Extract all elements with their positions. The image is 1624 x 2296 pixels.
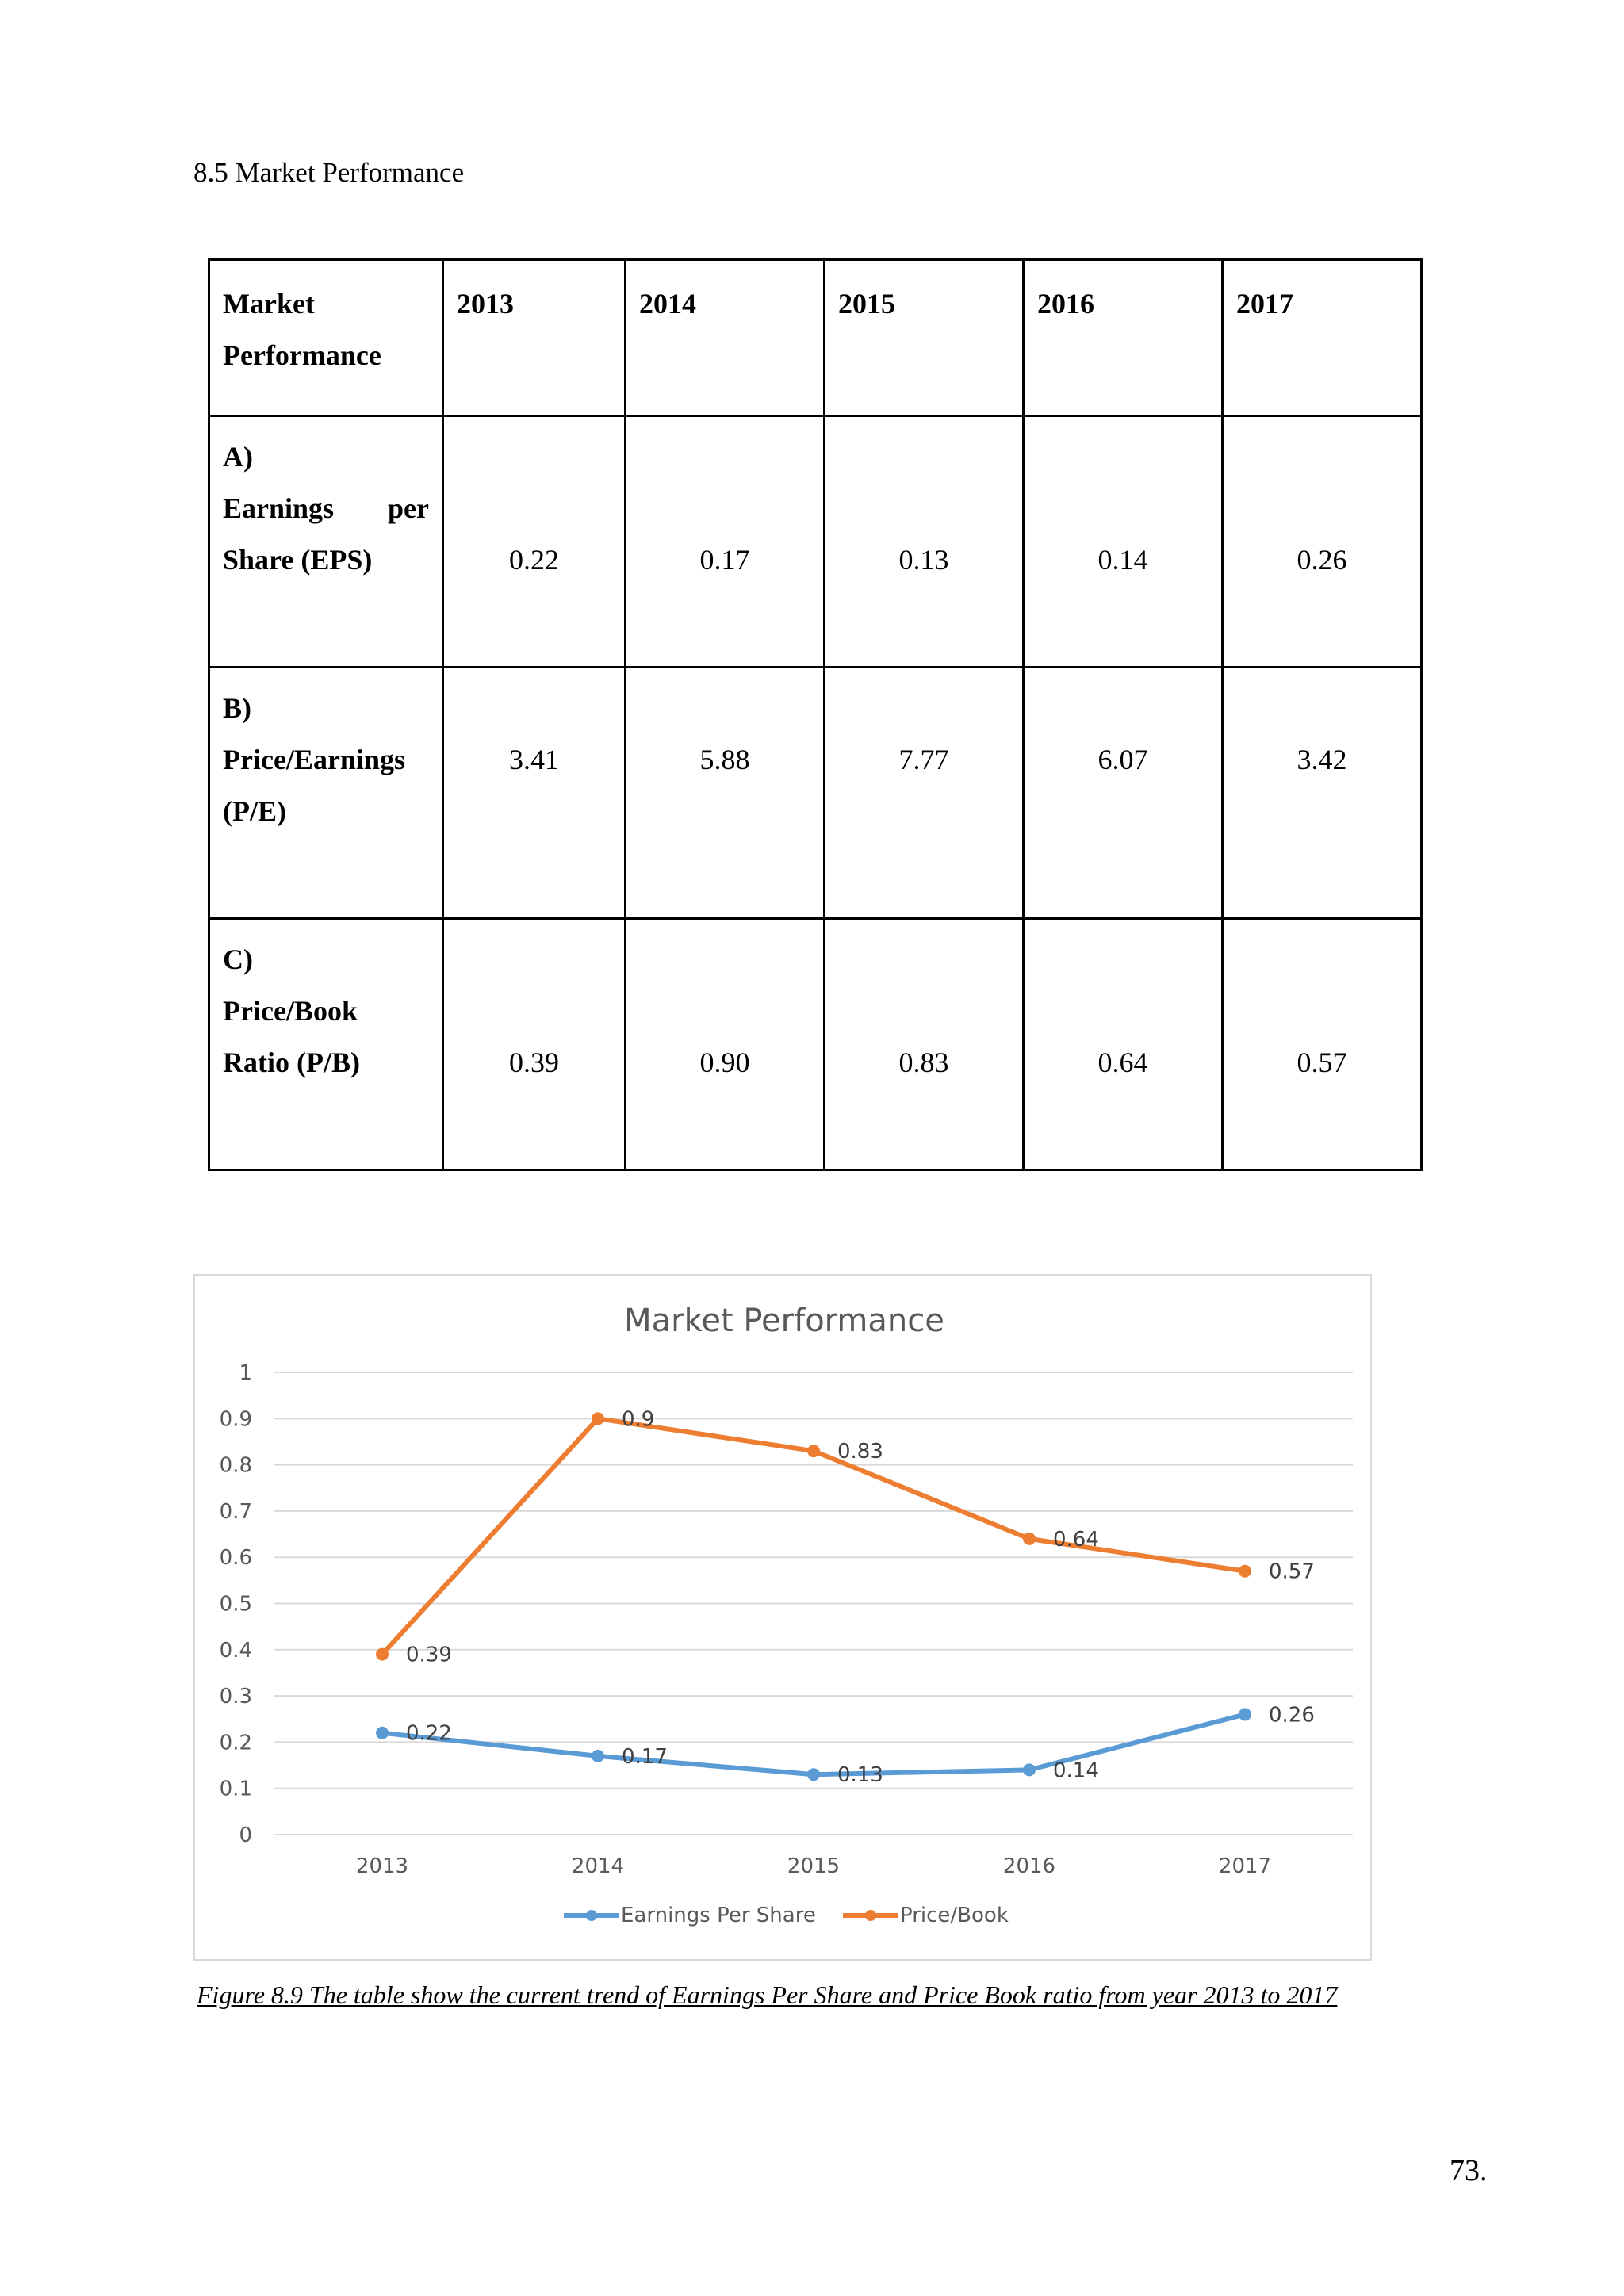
- data-label: 0.9: [622, 1407, 655, 1432]
- data-label: 0.13: [837, 1763, 883, 1788]
- cell-value: 0.14: [1097, 544, 1148, 576]
- header-label-cell: [209, 260, 443, 416]
- chart-title: Market Performance: [624, 1303, 944, 1339]
- cell-value: 0.13: [898, 544, 949, 576]
- row-label-line: C): [223, 943, 253, 975]
- y-tick-label: 0.2: [219, 1731, 252, 1755]
- y-tick-label: 0.7: [219, 1499, 252, 1524]
- data-point: [592, 1412, 604, 1425]
- row-label-cell: [209, 919, 443, 1170]
- row-label-line: Price/Book: [223, 995, 358, 1027]
- x-tick-label: 2017: [1218, 1854, 1272, 1878]
- header-label-line: Performance: [223, 339, 381, 371]
- cell-value: 3.42: [1297, 744, 1347, 775]
- value-cell: [1223, 919, 1422, 1170]
- x-tick-label: 2013: [355, 1854, 409, 1878]
- data-label: 0.64: [1053, 1527, 1099, 1552]
- data-label: 0.39: [406, 1643, 452, 1667]
- header-label-line: Market: [223, 288, 315, 320]
- table-row-eps: [209, 416, 1422, 668]
- cell-value: 0.64: [1097, 1047, 1148, 1078]
- data-point: [1023, 1763, 1036, 1776]
- cell-value: 0.17: [699, 544, 750, 576]
- data-point: [807, 1768, 820, 1781]
- header-year-cell: 2017: [1223, 260, 1422, 416]
- y-tick-label: 0.5: [219, 1592, 252, 1617]
- x-tick-label: 2015: [787, 1854, 841, 1878]
- value-cell: [825, 668, 1024, 919]
- cell-value: 0.57: [1297, 1047, 1347, 1078]
- row-label-word: Earnings: [223, 492, 335, 524]
- header-year-cell: 2016: [1024, 260, 1223, 416]
- table-row-pe: [209, 668, 1422, 919]
- series-line: [382, 1714, 1245, 1774]
- row-label-cell: [209, 416, 443, 668]
- data-point: [1023, 1533, 1036, 1545]
- y-tick-label: 1: [239, 1361, 252, 1385]
- cell-value: 7.77: [898, 744, 949, 775]
- data-point: [807, 1445, 820, 1457]
- data-label: 0.26: [1269, 1703, 1315, 1728]
- value-cell: [1024, 668, 1223, 919]
- header-year-cell: 2014: [626, 260, 825, 416]
- page-number: 73.: [1450, 2154, 1488, 2187]
- y-tick-label: 0.6: [219, 1546, 252, 1571]
- x-tick-label: 2014: [571, 1854, 625, 1878]
- row-label-line: Ratio (P/B): [223, 1047, 360, 1078]
- data-label: 0.83: [837, 1440, 883, 1464]
- y-tick-label: 0.4: [219, 1638, 252, 1663]
- row-label-word: per: [388, 492, 429, 524]
- data-point: [1239, 1565, 1251, 1578]
- cell-value: 0.83: [898, 1047, 949, 1078]
- legend-marker: [586, 1910, 597, 1921]
- cell-value: 3.41: [509, 744, 559, 775]
- y-tick-label: 0.1: [219, 1777, 252, 1801]
- data-point: [592, 1750, 604, 1762]
- y-tick-label: 0.3: [219, 1685, 252, 1709]
- x-tick-label: 2016: [1002, 1854, 1056, 1878]
- value-cell: [626, 668, 825, 919]
- legend-label: Earnings Per Share: [621, 1904, 816, 1927]
- data-label: 0.14: [1053, 1758, 1099, 1783]
- value-cell: [443, 416, 626, 668]
- data-point: [1239, 1708, 1251, 1720]
- value-cell: [443, 668, 626, 919]
- section-heading: 8.5 Market Performance: [193, 157, 465, 188]
- data-point: [376, 1648, 389, 1661]
- data-label: 0.17: [622, 1744, 668, 1769]
- data-point: [376, 1727, 389, 1739]
- row-label-line: B): [223, 692, 251, 724]
- value-cell: [1223, 668, 1422, 919]
- cell-value: 0.22: [509, 544, 559, 576]
- row-label-line: A): [223, 441, 253, 473]
- value-cell: [443, 919, 626, 1170]
- cell-value: 0.26: [1297, 544, 1347, 576]
- value-cell: [626, 416, 825, 668]
- header-year-cell: 2015: [825, 260, 1024, 416]
- legend-marker: [865, 1910, 876, 1921]
- cell-value: 0.39: [509, 1047, 559, 1078]
- line-chart-svg: [195, 1276, 1373, 1962]
- value-cell: [1024, 919, 1223, 1170]
- row-label-line: Price/Earnings: [223, 744, 405, 775]
- market-performance-chart: [193, 1274, 1372, 1961]
- row-label-line: [223, 483, 429, 534]
- row-label-line: Share (EPS): [223, 544, 373, 576]
- figure-caption: Figure 8.9 The table show the current trend of Earnings Per Share and Price Book ratio from year 2013 to 2017: [197, 1980, 1338, 2009]
- table-header-row: [209, 260, 1422, 416]
- value-cell: [1024, 416, 1223, 668]
- data-label: 0.22: [406, 1721, 452, 1746]
- table-row-pb: [209, 919, 1422, 1170]
- market-performance-table: [208, 258, 1423, 1171]
- value-cell: [825, 919, 1024, 1170]
- legend-label: Price/Book: [900, 1904, 1009, 1927]
- value-cell: [1223, 416, 1422, 668]
- value-cell: [626, 919, 825, 1170]
- row-label-line: (P/E): [223, 795, 286, 827]
- cell-value: 6.07: [1097, 744, 1148, 775]
- y-tick-label: 0.8: [219, 1453, 252, 1478]
- row-label-cell: [209, 668, 443, 919]
- cell-value: 5.88: [699, 744, 750, 775]
- data-label: 0.57: [1269, 1559, 1315, 1584]
- header-year-cell: 2013: [443, 260, 626, 416]
- value-cell: [825, 416, 1024, 668]
- y-tick-label: 0: [239, 1823, 252, 1847]
- y-tick-label: 0.9: [219, 1407, 252, 1432]
- cell-value: 0.90: [699, 1047, 750, 1078]
